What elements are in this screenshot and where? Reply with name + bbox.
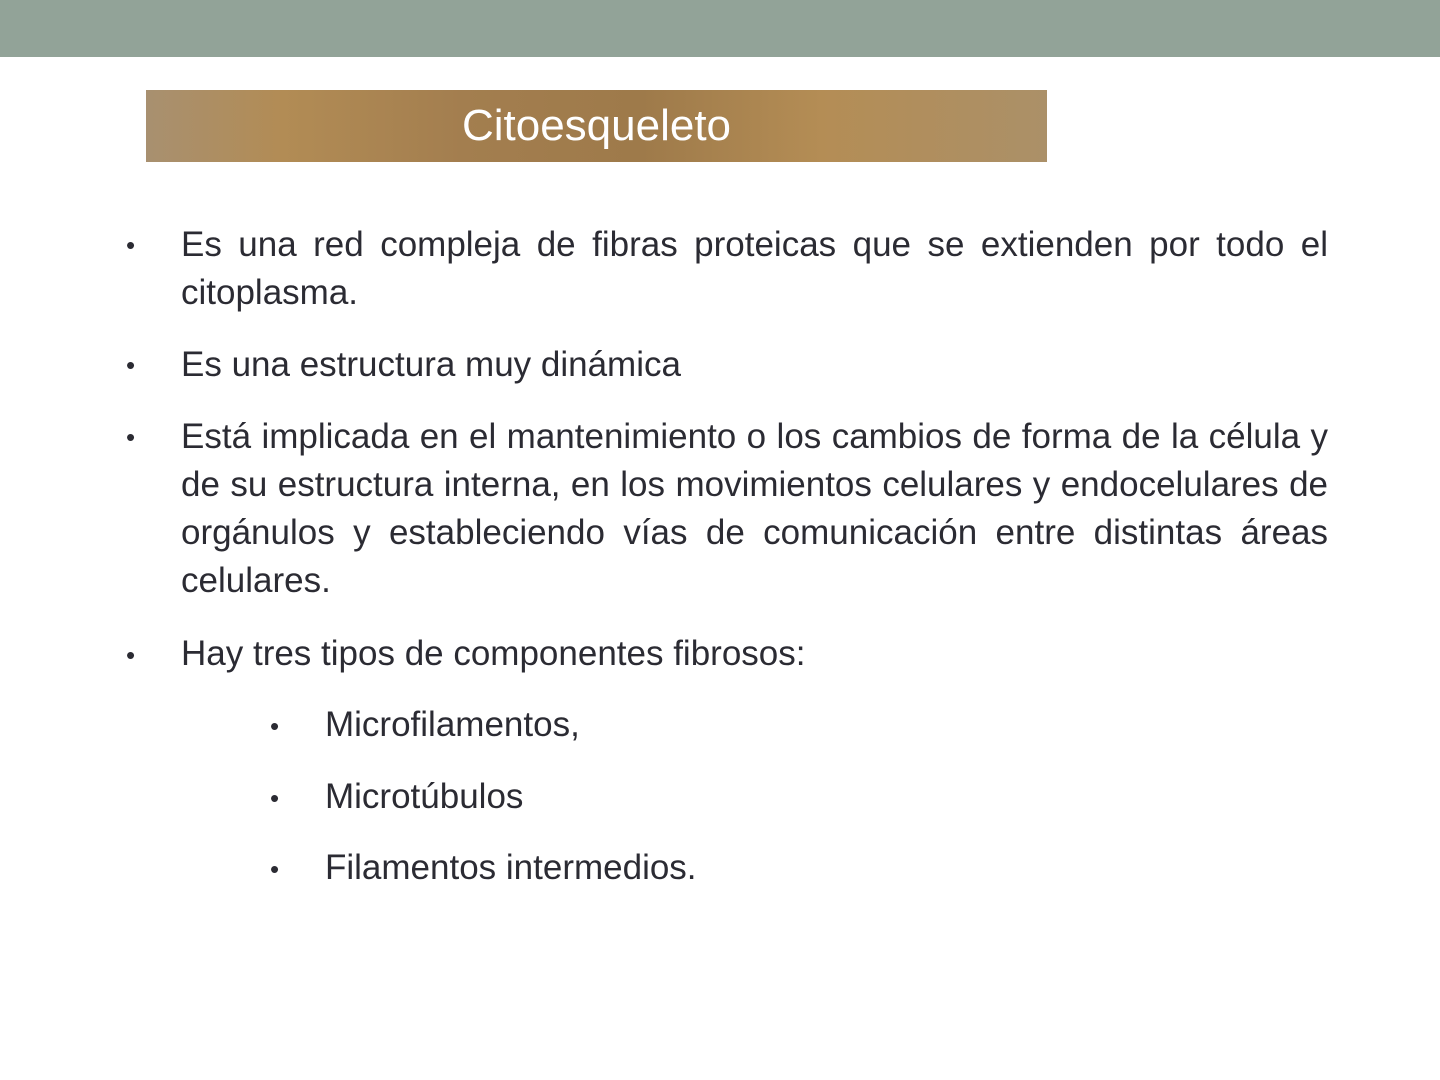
bullet-item: Hay tres tipos de componentes fibrosos: <box>181 634 806 673</box>
bullet-item: Es una red compleja de fibras proteicas que se extienden por todo el citoplasma. <box>181 225 1328 312</box>
bullet-icon: • <box>126 350 136 380</box>
bullet-icon: • <box>126 230 136 260</box>
sub-bullet-item: Microtúbulos <box>325 777 524 816</box>
top-bar <box>0 0 1440 57</box>
bullet-icon: • <box>270 711 280 741</box>
sub-bullet-item: Filamentos intermedios. <box>325 848 697 887</box>
slide-title: Citoesqueleto <box>146 90 1047 162</box>
bullet-icon: • <box>270 783 280 813</box>
bullet-icon: • <box>270 854 280 884</box>
sub-bullet-item: Microfilamentos, <box>325 705 580 744</box>
bullet-icon: • <box>126 422 136 452</box>
bullet-item: Es una estructura muy dinámica <box>181 345 681 384</box>
bullet-icon: • <box>126 640 136 670</box>
bullet-item: Está implicada en el mantenimiento o los cambios de forma de la célula y de su estructura interna, en los movimientos celulares y endocelulares de orgánulos y estableciendo vías de comunicación entre distintas áreas celulares. <box>181 417 1328 600</box>
